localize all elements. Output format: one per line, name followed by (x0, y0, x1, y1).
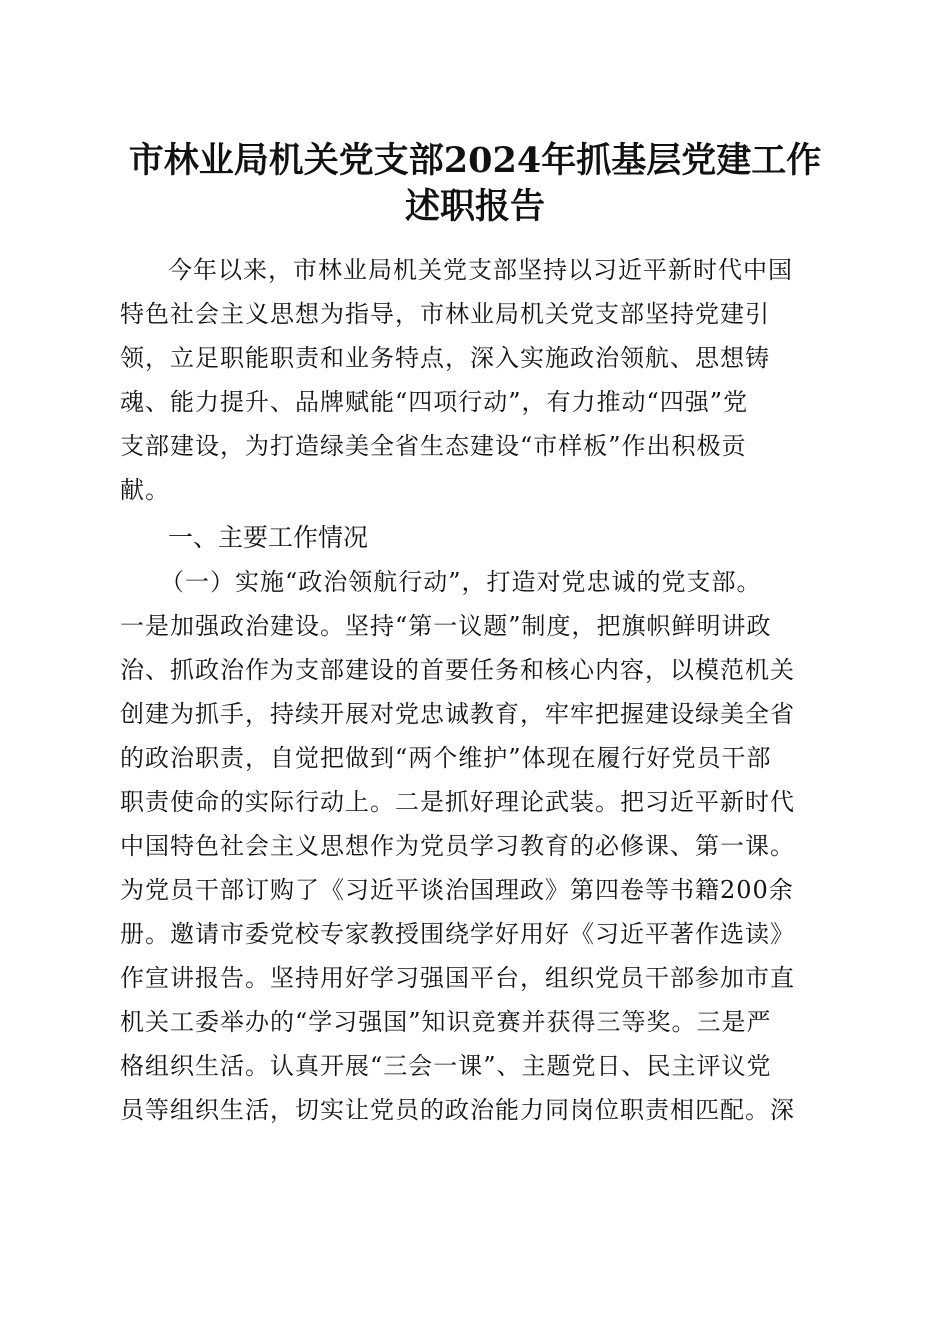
body-line: 员等组织生活，切实让党员的政治能力同岗位职责相匹配。深 (120, 1096, 795, 1124)
section-heading: 一、主要工作情况 (168, 523, 369, 552)
intro-line: 特色社会主义思想为指导，市林业局机关党支部坚持党建引 (120, 300, 770, 328)
document-title-line-2: 述职报告 (404, 186, 545, 227)
body-line: 格组织生活。认真开展“三会一课”、主题党日、民主评议党 (120, 1052, 772, 1080)
intro-line: 献。 (120, 476, 170, 504)
body-line: 机关工委举办的“学习强国”知识竞赛并获得三等奖。三是严 (120, 1008, 772, 1036)
body-line: 一是加强政治建设。坚持“第一议题”制度，把旗帜鲜明讲政 (120, 612, 772, 640)
body-line: 册。邀请市委党校专家教授围绕学好用好《习近平著作选读》 (120, 920, 795, 948)
subsection-heading: （一）实施“政治领航行动”，打造对党忠诚的党支部。 (160, 568, 762, 596)
body-line: 中国特色社会主义思想作为党员学习教育的必修课、第一课。 (120, 832, 795, 860)
body-line: 创建为抓手，持续开展对党忠诚教育，牢牢把握建设绿美全省 (120, 700, 795, 728)
intro-line: 领，立足职能职责和业务特点，深入实施政治领航、思想铸 (120, 344, 770, 372)
document-title-line-1: 市林业局机关党支部2024年抓基层党建工作 (128, 140, 822, 181)
intro-line: 支部建设，为打造绿美全省生态建设“市样板”作出积极贡 (120, 432, 747, 460)
intro-line: 魂、能力提升、品牌赋能“四项行动”，有力推动“四强”党 (120, 388, 749, 416)
intro-line: 今年以来，市林业局机关党支部坚持以习近平新时代中国 (168, 256, 793, 284)
body-line: 治、抓政治作为支部建设的首要任务和核心内容，以模范机关 (120, 656, 795, 684)
body-line: 作宣讲报告。坚持用好学习强国平台，组织党员干部参加市直 (120, 964, 795, 992)
body-line: 为党员干部订购了《习近平谈治国理政》第四卷等书籍200余 (120, 876, 794, 904)
body-line: 的政治职责，自觉把做到“两个维护”体现在履行好党员干部 (120, 744, 772, 772)
body-line: 职责使命的实际行动上。二是抓好理论武装。把习近平新时代 (120, 788, 795, 816)
